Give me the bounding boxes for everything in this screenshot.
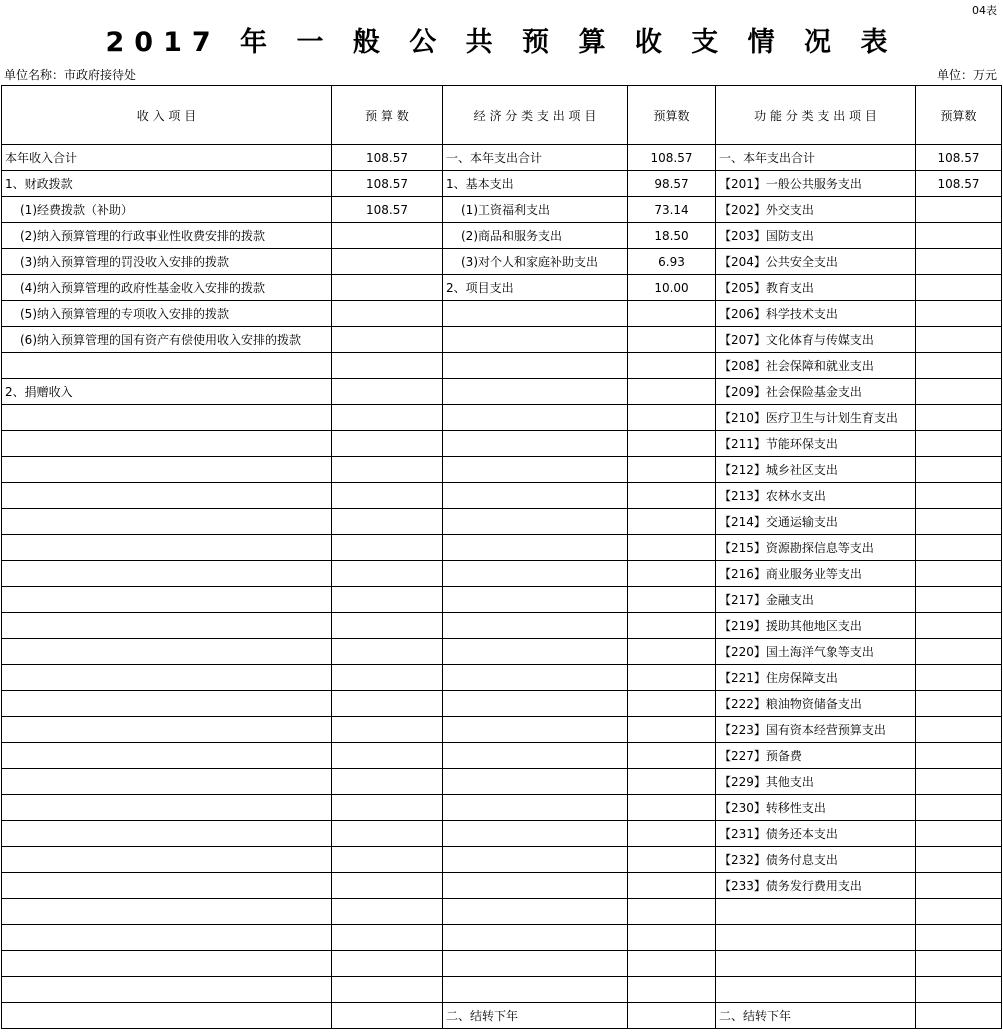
functional-expense-item-cell: 【211】节能环保支出 — [716, 431, 916, 457]
economic-expense-item-cell — [443, 925, 628, 951]
economic-budget-cell — [628, 743, 716, 769]
table-row — [2, 821, 1002, 847]
functional-expense-item-cell: 【208】社会保障和就业支出 — [716, 353, 916, 379]
functional-expense-item-cell: 【203】国防支出 — [716, 223, 916, 249]
functional-budget-cell — [916, 561, 1002, 587]
functional-budget-cell — [916, 899, 1002, 925]
income-budget-cell — [332, 509, 443, 535]
economic-expense-item-cell — [443, 769, 628, 795]
functional-expense-item-cell: 【216】商业服务业等支出 — [716, 561, 916, 587]
income-item-cell — [2, 1003, 332, 1029]
income-budget-cell — [332, 665, 443, 691]
table-row — [2, 743, 1002, 769]
economic-budget-cell — [628, 405, 716, 431]
header-economic-budget: 预算数 — [628, 86, 716, 145]
table-header-row — [2, 86, 1002, 145]
economic-expense-item-cell — [443, 899, 628, 925]
income-item-cell — [2, 483, 332, 509]
functional-expense-item-cell: 【223】国有资本经营预算支出 — [716, 717, 916, 743]
table-row — [2, 535, 1002, 561]
functional-budget-cell — [916, 223, 1002, 249]
table-row — [2, 925, 1002, 951]
income-budget-cell — [332, 795, 443, 821]
income-budget-cell — [332, 405, 443, 431]
income-item-cell: (2)纳入预算管理的行政事业性收费安排的拨款 — [2, 223, 332, 249]
economic-expense-item-cell — [443, 587, 628, 613]
income-budget-cell: 108.57 — [332, 197, 443, 223]
table-row — [2, 275, 1002, 301]
income-budget-cell — [332, 353, 443, 379]
functional-budget-cell: 108.57 — [916, 171, 1002, 197]
income-item-cell — [2, 587, 332, 613]
functional-budget-cell — [916, 483, 1002, 509]
table-row — [2, 405, 1002, 431]
functional-expense-item-cell: 【233】债务发行费用支出 — [716, 873, 916, 899]
income-item-cell — [2, 951, 332, 977]
functional-budget-cell — [916, 613, 1002, 639]
income-budget-cell — [332, 847, 443, 873]
economic-expense-item-cell: (1)工资福利支出 — [443, 197, 628, 223]
income-item-cell: 2、捐赠收入 — [2, 379, 332, 405]
economic-budget-cell — [628, 873, 716, 899]
functional-expense-item-cell: 【210】医疗卫生与计划生育支出 — [716, 405, 916, 431]
economic-expense-item-cell — [443, 483, 628, 509]
economic-expense-item-cell: 2、项目支出 — [443, 275, 628, 301]
economic-budget-cell — [628, 535, 716, 561]
table-row — [2, 873, 1002, 899]
income-budget-cell — [332, 327, 443, 353]
income-budget-cell — [332, 223, 443, 249]
table-row — [2, 769, 1002, 795]
economic-expense-item-cell — [443, 561, 628, 587]
economic-budget-cell — [628, 431, 716, 457]
functional-expense-item-cell: 【227】预备费 — [716, 743, 916, 769]
economic-expense-item-cell — [443, 743, 628, 769]
economic-expense-item-cell — [443, 665, 628, 691]
functional-expense-item-cell: 一、本年支出合计 — [716, 145, 916, 171]
functional-budget-cell — [916, 951, 1002, 977]
income-budget-cell — [332, 951, 443, 977]
functional-budget-cell — [916, 431, 1002, 457]
economic-budget-cell — [628, 899, 716, 925]
table-row — [2, 639, 1002, 665]
header-functional-expense-item: 功 能 分 类 支 出 项 目 — [716, 86, 916, 145]
income-budget-cell — [332, 639, 443, 665]
income-item-cell — [2, 535, 332, 561]
income-item-cell: (4)纳入预算管理的政府性基金收入安排的拨款 — [2, 275, 332, 301]
functional-expense-item-cell: 【221】住房保障支出 — [716, 665, 916, 691]
income-budget-cell — [332, 691, 443, 717]
header-income-budget: 预 算 数 — [332, 86, 443, 145]
income-item-cell — [2, 743, 332, 769]
economic-budget-cell — [628, 795, 716, 821]
form-number: 04表 — [972, 4, 997, 17]
income-item-cell — [2, 821, 332, 847]
economic-expense-item-cell — [443, 847, 628, 873]
functional-budget-cell — [916, 665, 1002, 691]
functional-budget-cell — [916, 405, 1002, 431]
table-row — [2, 613, 1002, 639]
income-item-cell: 本年收入合计 — [2, 145, 332, 171]
economic-budget-cell: 6.93 — [628, 249, 716, 275]
economic-expense-item-cell: 二、结转下年 — [443, 1003, 628, 1029]
functional-expense-item-cell: 【209】社会保险基金支出 — [716, 379, 916, 405]
income-budget-cell — [332, 977, 443, 1003]
income-budget-cell — [332, 925, 443, 951]
table-row — [2, 145, 1002, 171]
income-item-cell: (1)经费拨款（补助） — [2, 197, 332, 223]
economic-budget-cell — [628, 821, 716, 847]
table-row — [2, 977, 1002, 1003]
income-budget-cell — [332, 275, 443, 301]
currency-unit-label: 单位：万元 — [936, 68, 997, 82]
functional-expense-item-cell: 【222】粮油物资储备支出 — [716, 691, 916, 717]
functional-budget-cell — [916, 717, 1002, 743]
economic-expense-item-cell: (2)商品和服务支出 — [443, 223, 628, 249]
income-budget-cell — [332, 379, 443, 405]
table-row — [2, 795, 1002, 821]
income-budget-cell — [332, 587, 443, 613]
economic-budget-cell — [628, 769, 716, 795]
functional-budget-cell — [916, 327, 1002, 353]
income-item-cell — [2, 847, 332, 873]
economic-budget-cell — [628, 457, 716, 483]
income-item-cell — [2, 431, 332, 457]
income-budget-cell — [332, 483, 443, 509]
functional-expense-item-cell: 【204】公共安全支出 — [716, 249, 916, 275]
economic-budget-cell: 73.14 — [628, 197, 716, 223]
income-item-cell — [2, 925, 332, 951]
table-row — [2, 951, 1002, 977]
income-budget-cell — [332, 613, 443, 639]
economic-expense-item-cell — [443, 327, 628, 353]
table-row — [2, 327, 1002, 353]
income-budget-cell — [332, 431, 443, 457]
functional-budget-cell — [916, 457, 1002, 483]
table-row — [2, 483, 1002, 509]
functional-expense-item-cell: 【230】转移性支出 — [716, 795, 916, 821]
economic-expense-item-cell: (3)对个人和家庭补助支出 — [443, 249, 628, 275]
table-row — [2, 847, 1002, 873]
income-item-cell: (5)纳入预算管理的专项收入安排的拨款 — [2, 301, 332, 327]
functional-budget-cell — [916, 639, 1002, 665]
table-row — [2, 717, 1002, 743]
economic-budget-cell — [628, 951, 716, 977]
economic-expense-item-cell — [443, 691, 628, 717]
income-budget-cell — [332, 743, 443, 769]
functional-budget-cell — [916, 873, 1002, 899]
header-income-item: 收 入 项 目 — [2, 86, 332, 145]
economic-expense-item-cell — [443, 873, 628, 899]
functional-budget-cell: 108.57 — [916, 145, 1002, 171]
income-budget-cell — [332, 301, 443, 327]
table-row — [2, 353, 1002, 379]
table-row — [2, 665, 1002, 691]
functional-expense-item-cell: 【214】交通运输支出 — [716, 509, 916, 535]
header-economic-expense-item: 经 济 分 类 支 出 项 目 — [443, 86, 628, 145]
functional-budget-cell — [916, 925, 1002, 951]
functional-expense-item-cell — [716, 951, 916, 977]
table-row — [2, 301, 1002, 327]
economic-expense-item-cell — [443, 639, 628, 665]
income-budget-cell: 108.57 — [332, 171, 443, 197]
table-row — [2, 561, 1002, 587]
table-row — [2, 457, 1002, 483]
economic-expense-item-cell — [443, 431, 628, 457]
functional-budget-cell — [916, 821, 1002, 847]
functional-expense-item-cell — [716, 925, 916, 951]
functional-expense-item-cell: 【229】其他支出 — [716, 769, 916, 795]
functional-expense-item-cell: 【202】外交支出 — [716, 197, 916, 223]
income-budget-cell — [332, 457, 443, 483]
page-title: 2017 年 一 般 公 共 预 算 收 支 情 况 表 — [105, 27, 898, 58]
economic-budget-cell — [628, 561, 716, 587]
income-item-cell — [2, 613, 332, 639]
income-item-cell: (3)纳入预算管理的罚没收入安排的拨款 — [2, 249, 332, 275]
table-row — [2, 171, 1002, 197]
functional-budget-cell — [916, 1003, 1002, 1029]
income-budget-cell: 108.57 — [332, 145, 443, 171]
income-budget-cell — [332, 769, 443, 795]
functional-budget-cell — [916, 977, 1002, 1003]
economic-expense-item-cell — [443, 977, 628, 1003]
income-item-cell — [2, 977, 332, 1003]
economic-budget-cell — [628, 509, 716, 535]
functional-expense-item-cell — [716, 977, 916, 1003]
economic-expense-item-cell — [443, 379, 628, 405]
income-budget-cell — [332, 249, 443, 275]
economic-budget-cell — [628, 925, 716, 951]
table-row — [2, 431, 1002, 457]
income-item-cell — [2, 769, 332, 795]
economic-expense-item-cell: 一、本年支出合计 — [443, 145, 628, 171]
functional-expense-item-cell: 【219】援助其他地区支出 — [716, 613, 916, 639]
economic-budget-cell — [628, 379, 716, 405]
economic-budget-cell — [628, 847, 716, 873]
income-item-cell — [2, 353, 332, 379]
income-item-cell — [2, 509, 332, 535]
table-row — [2, 249, 1002, 275]
economic-expense-item-cell — [443, 717, 628, 743]
income-item-cell — [2, 873, 332, 899]
header-functional-budget: 预算数 — [916, 86, 1002, 145]
income-item-cell — [2, 717, 332, 743]
economic-budget-cell: 10.00 — [628, 275, 716, 301]
table-row — [2, 223, 1002, 249]
functional-budget-cell — [916, 535, 1002, 561]
functional-budget-cell — [916, 249, 1002, 275]
income-item-cell — [2, 691, 332, 717]
economic-budget-cell — [628, 977, 716, 1003]
economic-budget-cell — [628, 353, 716, 379]
functional-expense-item-cell: 【213】农林水支出 — [716, 483, 916, 509]
income-budget-cell — [332, 535, 443, 561]
economic-budget-cell — [628, 691, 716, 717]
economic-expense-item-cell — [443, 457, 628, 483]
functional-budget-cell — [916, 197, 1002, 223]
income-budget-cell — [332, 717, 443, 743]
economic-budget-cell — [628, 301, 716, 327]
economic-expense-item-cell: 1、基本支出 — [443, 171, 628, 197]
economic-budget-cell — [628, 665, 716, 691]
table-row — [2, 509, 1002, 535]
functional-expense-item-cell: 【231】债务还本支出 — [716, 821, 916, 847]
functional-expense-item-cell: 【215】资源勘探信息等支出 — [716, 535, 916, 561]
economic-expense-item-cell — [443, 613, 628, 639]
functional-expense-item-cell: 【232】债务付息支出 — [716, 847, 916, 873]
income-item-cell: (6)纳入预算管理的国有资产有偿使用收入安排的拨款 — [2, 327, 332, 353]
functional-expense-item-cell: 【207】文化体育与传媒支出 — [716, 327, 916, 353]
table-row — [2, 899, 1002, 925]
income-item-cell — [2, 405, 332, 431]
economic-budget-cell — [628, 587, 716, 613]
income-budget-cell — [332, 561, 443, 587]
functional-expense-item-cell: 【220】国土海洋气象等支出 — [716, 639, 916, 665]
table-row — [2, 691, 1002, 717]
income-item-cell — [2, 639, 332, 665]
functional-budget-cell — [916, 301, 1002, 327]
income-item-cell — [2, 457, 332, 483]
income-budget-cell — [332, 899, 443, 925]
functional-budget-cell — [916, 847, 1002, 873]
economic-budget-cell — [628, 639, 716, 665]
functional-expense-item-cell — [716, 899, 916, 925]
functional-expense-item-cell: 【212】城乡社区支出 — [716, 457, 916, 483]
economic-budget-cell: 18.50 — [628, 223, 716, 249]
income-budget-cell — [332, 821, 443, 847]
economic-budget-cell — [628, 1003, 716, 1029]
income-item-cell — [2, 665, 332, 691]
income-budget-cell — [332, 1003, 443, 1029]
functional-budget-cell — [916, 379, 1002, 405]
economic-budget-cell — [628, 483, 716, 509]
income-item-cell — [2, 561, 332, 587]
budget-table — [1, 85, 1002, 1029]
functional-budget-cell — [916, 353, 1002, 379]
functional-budget-cell — [916, 691, 1002, 717]
income-item-cell — [2, 899, 332, 925]
functional-budget-cell — [916, 275, 1002, 301]
functional-budget-cell — [916, 743, 1002, 769]
income-item-cell: 1、财政拨款 — [2, 171, 332, 197]
functional-budget-cell — [916, 795, 1002, 821]
functional-expense-item-cell: 【217】金融支出 — [716, 587, 916, 613]
functional-budget-cell — [916, 587, 1002, 613]
economic-budget-cell: 108.57 — [628, 145, 716, 171]
economic-budget-cell: 98.57 — [628, 171, 716, 197]
functional-expense-item-cell: 【206】科学技术支出 — [716, 301, 916, 327]
functional-expense-item-cell: 【201】一般公共服务支出 — [716, 171, 916, 197]
economic-expense-item-cell — [443, 795, 628, 821]
table-row — [2, 587, 1002, 613]
table-row — [2, 379, 1002, 405]
income-item-cell — [2, 795, 332, 821]
economic-expense-item-cell — [443, 535, 628, 561]
functional-expense-item-cell: 【205】教育支出 — [716, 275, 916, 301]
income-budget-cell — [332, 873, 443, 899]
economic-expense-item-cell — [443, 353, 628, 379]
economic-expense-item-cell — [443, 301, 628, 327]
economic-expense-item-cell — [443, 509, 628, 535]
economic-expense-item-cell — [443, 821, 628, 847]
functional-budget-cell — [916, 509, 1002, 535]
table-row — [2, 197, 1002, 223]
table-row — [2, 1003, 1002, 1029]
economic-budget-cell — [628, 327, 716, 353]
economic-budget-cell — [628, 613, 716, 639]
economic-budget-cell — [628, 717, 716, 743]
economic-expense-item-cell — [443, 405, 628, 431]
economic-expense-item-cell — [443, 951, 628, 977]
unit-name-label: 单位名称：市政府接待处 — [4, 68, 137, 82]
functional-budget-cell — [916, 769, 1002, 795]
functional-expense-item-cell: 二、结转下年 — [716, 1003, 916, 1029]
